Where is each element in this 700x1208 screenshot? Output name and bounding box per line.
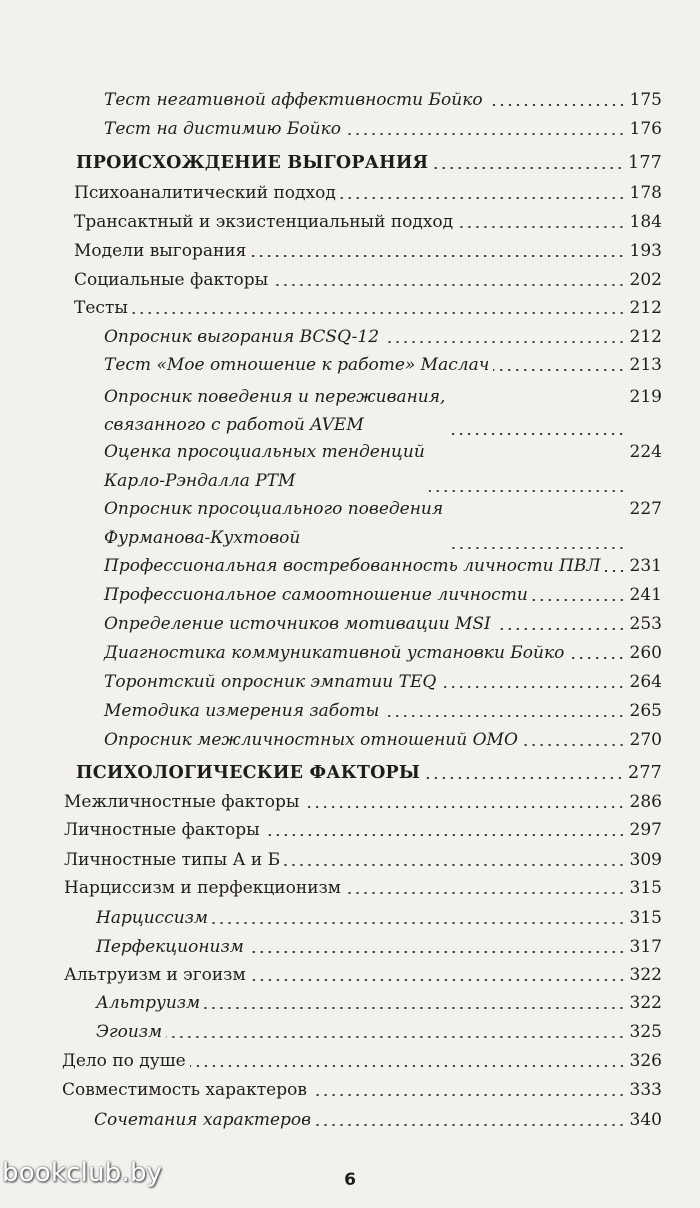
toc-entry-title: Сочетания характеров: [94, 1110, 312, 1130]
toc-entry-title: Личностные факторы: [64, 820, 260, 840]
toc-entry-title: Профессиональная востребованность личности ПВЛ: [104, 556, 601, 576]
toc-entry-title: Дело по душе: [62, 1051, 186, 1071]
toc-entry[interactable]: [74, 241, 662, 261]
toc-entry-page: 193: [629, 241, 662, 261]
dot-leader: [449, 433, 625, 435]
toc-entry-page: 227: [629, 499, 662, 519]
toc-entry-title: Нарциссизм: [96, 908, 209, 928]
toc-entry-title: Альтруизм: [96, 993, 201, 1013]
toc-entry-title: Личностные типы А и Б: [64, 850, 281, 870]
dot-leader: [303, 806, 625, 808]
toc-entry-title: Социальные факторы: [74, 270, 269, 290]
toc-entry-title: Модели выгорания: [74, 241, 247, 261]
toc-entry[interactable]: [74, 270, 662, 290]
toc-entry-title: Методика измерения заботы: [104, 701, 380, 721]
toc-entry[interactable]: [64, 965, 662, 985]
toc-entry-title: ПСИХОЛОГИЧЕСКИЕ ФАКТОРЫ: [76, 763, 421, 783]
toc-entry-page: 175: [629, 90, 662, 110]
toc-entry-page: 219: [629, 387, 662, 407]
toc-entry-page: 315: [629, 878, 662, 898]
dot-leader: [166, 1036, 625, 1038]
dot-leader: [424, 777, 624, 779]
dot-leader: [605, 570, 626, 572]
toc-entry-page: 213: [629, 355, 662, 375]
toc-entry-title: Тест негативной аффективности Бойко: [104, 90, 483, 110]
dot-leader: [315, 1124, 626, 1126]
toc-entry[interactable]: [104, 119, 662, 139]
dot-leader: [487, 104, 626, 106]
dot-leader: [345, 133, 626, 135]
dot-leader: [264, 834, 626, 836]
dot-leader: [440, 686, 625, 688]
dot-leader: [522, 744, 626, 746]
toc-section-heading[interactable]: [76, 153, 662, 173]
dot-leader: [272, 284, 625, 286]
toc-entry-page: 241: [629, 585, 662, 605]
dot-leader: [493, 369, 625, 371]
toc-entry-page: 176: [629, 119, 662, 139]
toc-entry-page: 177: [627, 153, 662, 173]
toc-entry-title: Опросник поведения и переживания, связанного с работой AVEM: [104, 387, 446, 435]
dot-leader: [568, 657, 625, 659]
toc-entry[interactable]: [104, 355, 662, 375]
watermark: bookclub.by: [2, 1158, 163, 1188]
toc-entry-page: 264: [629, 672, 662, 692]
toc-entry[interactable]: [64, 850, 662, 870]
toc-entry[interactable]: [104, 730, 662, 750]
toc-entry-title: Психоаналитический подход: [74, 183, 336, 203]
toc-entry[interactable]: [74, 183, 662, 203]
toc-entry[interactable]: [96, 993, 662, 1013]
dot-leader: [284, 864, 625, 866]
toc-entry[interactable]: [104, 643, 662, 663]
toc-entry-title: Перфекционизм: [96, 937, 244, 957]
dot-leader: [432, 167, 624, 169]
dot-leader: [132, 312, 626, 314]
toc-entry-page: 202: [629, 270, 662, 290]
toc-entry[interactable]: [104, 614, 662, 634]
toc-entry[interactable]: [62, 1051, 662, 1071]
toc-entry-page: 184: [629, 212, 662, 232]
toc-entry[interactable]: [96, 908, 662, 928]
toc-entry[interactable]: [64, 792, 662, 812]
dot-leader: [250, 979, 626, 981]
toc-entry-page: 231: [629, 556, 662, 576]
toc-entry-page: 224: [629, 442, 662, 462]
dot-leader: [457, 226, 625, 228]
toc-entry-title: Опросник просоциального поведения Фурманова-Кухтовой: [104, 499, 444, 548]
toc-entry[interactable]: [104, 327, 662, 347]
toc-entry[interactable]: [104, 383, 662, 439]
toc-entry[interactable]: [104, 438, 662, 496]
toc-entry-title: Опросник межличностных отношений ОМО: [104, 730, 518, 750]
toc-entry[interactable]: [94, 1110, 662, 1130]
toc-entry-page: 253: [629, 614, 662, 634]
toc-entry-page: 309: [629, 850, 662, 870]
toc-entry[interactable]: [104, 701, 662, 721]
toc-entry[interactable]: [104, 495, 662, 553]
toc-entry-page: 325: [629, 1022, 662, 1042]
toc-entry-title: Межличностные факторы: [64, 792, 300, 812]
dot-leader: [383, 341, 626, 343]
toc-entry-page: 260: [629, 643, 662, 663]
toc-entry[interactable]: [104, 556, 662, 576]
toc-entry-title: Диагностика коммуникативной установки Бойко: [104, 643, 565, 663]
toc-entry-page: 270: [629, 730, 662, 750]
toc-entry-title: Определение источников мотивации MSI: [104, 614, 491, 634]
toc-entry-title: Нарциссизм и перфекционизм: [64, 878, 342, 898]
toc-entry-title: Совместимость характеров: [62, 1080, 307, 1100]
toc-entry-page: 286: [629, 792, 662, 812]
toc-entry-page: 340: [629, 1110, 662, 1130]
toc-entry-title: ПРОИСХОЖДЕНИЕ ВЫГОРАНИЯ: [76, 153, 429, 173]
dot-leader: [495, 628, 626, 630]
toc-entry-title: Эгоизм: [96, 1022, 163, 1042]
dot-leader: [212, 922, 626, 924]
dot-leader: [345, 892, 626, 894]
dot-leader: [250, 255, 625, 257]
toc-entry[interactable]: [74, 212, 662, 232]
toc-entry-page: 297: [629, 820, 662, 840]
dot-leader: [383, 715, 625, 717]
toc-entry-page: 333: [629, 1080, 662, 1100]
toc-entry-title: Альтруизм и эгоизм: [64, 965, 246, 985]
dot-leader: [190, 1065, 626, 1067]
toc-entry[interactable]: [74, 298, 662, 318]
dot-leader: [429, 490, 626, 492]
toc-entry[interactable]: [96, 1022, 662, 1042]
toc-entry-page: 212: [629, 327, 662, 347]
toc-entry-page: 326: [629, 1051, 662, 1071]
toc-entry[interactable]: [64, 878, 662, 898]
toc-entry[interactable]: [62, 1080, 662, 1100]
toc-section-heading[interactable]: [76, 763, 662, 783]
toc-entry[interactable]: [104, 585, 662, 605]
toc-entry-page: 277: [627, 763, 662, 783]
toc-entry-page: 322: [629, 993, 662, 1013]
dot-leader: [204, 1007, 625, 1009]
toc-entry-title: Профессиональное самоотношение личности: [104, 585, 528, 605]
toc-entry-title: Тест «Мое отношение к работе» Маслач: [104, 355, 490, 375]
toc-entry[interactable]: [64, 820, 662, 840]
toc-entry-title: Опросник выгорания BCSQ-12: [104, 327, 380, 347]
toc-entry-title: Тесты: [74, 298, 128, 318]
toc-entry-page: 322: [629, 965, 662, 985]
toc-entry-page: 178: [629, 183, 662, 203]
toc-entry-page: 212: [629, 298, 662, 318]
toc-entry-title: Трансактный и экзистенциальный подход: [74, 212, 454, 232]
toc-entry-title: Торонтский опросник эмпатии TEQ: [104, 672, 437, 692]
dot-leader: [447, 547, 625, 549]
dot-leader: [311, 1094, 626, 1096]
toc-entry-page: 317: [629, 937, 662, 957]
toc-entry[interactable]: [104, 672, 662, 692]
toc-entry[interactable]: [96, 937, 662, 957]
dot-leader: [532, 599, 626, 601]
toc-entry-title: Тест на дистимию Бойко: [104, 119, 341, 139]
toc-entry-title: Оценка просоциальных тенденций Карло-Рэндалла PTM: [104, 442, 425, 491]
toc-entry-page: 265: [629, 701, 662, 721]
toc-entry-page: 315: [629, 908, 662, 928]
dot-leader: [248, 951, 626, 953]
dot-leader: [340, 197, 626, 199]
toc-entry[interactable]: [104, 90, 662, 110]
page-number: 6: [344, 1170, 356, 1190]
